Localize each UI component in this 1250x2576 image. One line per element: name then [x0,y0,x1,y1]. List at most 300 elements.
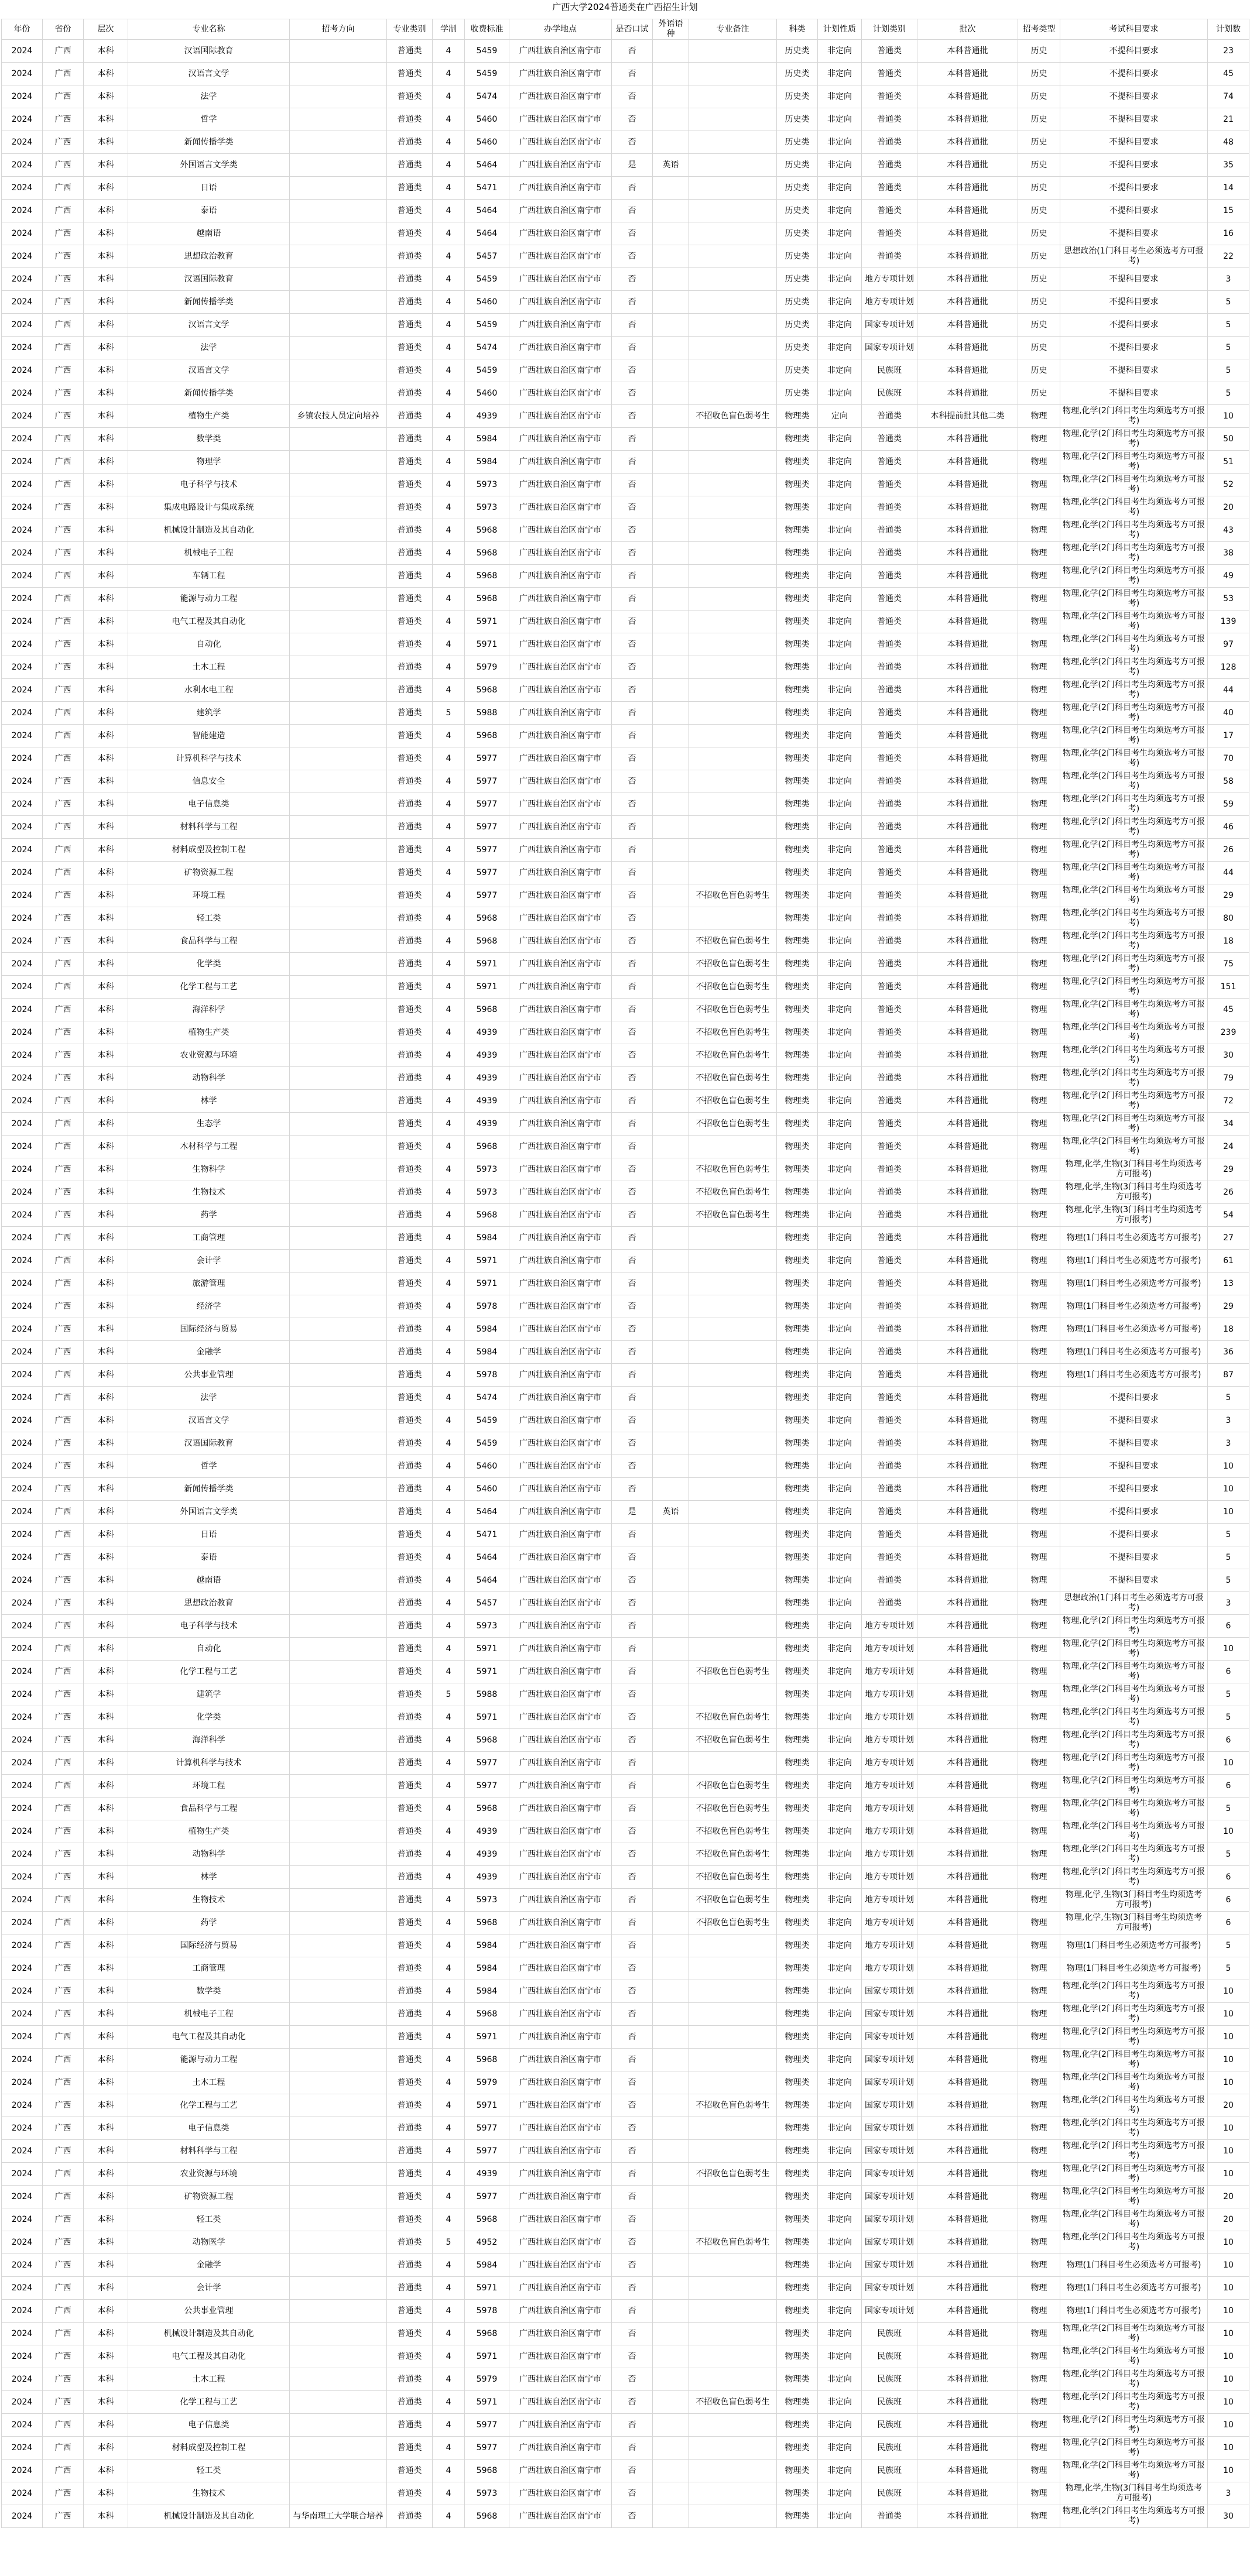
table-cell: 广西壮族自治区南宁市 [509,2300,612,2323]
table-cell: 普通类 [862,1044,917,1067]
table-cell: 广西壮族自治区南宁市 [509,2026,612,2049]
column-header: 计划类别 [862,19,917,40]
table-cell: 本科 [84,1592,128,1615]
table-cell: 普通类 [387,839,433,862]
table-cell: 普通类 [387,1136,433,1158]
table-cell [689,839,777,862]
table-row [2,2254,1249,2277]
table-cell: 广西 [43,1546,84,1569]
table-cell: 4 [433,610,465,633]
table-cell: 本科 [84,747,128,770]
table-row [2,588,1249,610]
table-cell: 广西壮族自治区南宁市 [509,1455,612,1478]
table-cell: 本科普通批 [917,2254,1018,2277]
table-cell: 非定向 [818,953,862,976]
table-cell: 本科 [84,1775,128,1798]
table-cell: 2024 [2,1318,43,1341]
table-cell: 5 [1208,337,1249,359]
table-cell: 普通类 [862,1067,917,1090]
table-cell [290,793,387,816]
table-cell: 普通类 [387,588,433,610]
table-cell [653,131,689,154]
table-cell: 否 [612,1067,653,1090]
table-cell: 本科普通批 [917,1683,1018,1706]
table-cell: 广西壮族自治区南宁市 [509,2505,612,2528]
table-cell: 5977 [465,2117,509,2140]
table-cell: 物理类 [777,1569,818,1592]
table-cell: 普通类 [862,542,917,565]
table-cell: 物理,化学(2门科目考生均须选考方可报考) [1060,2186,1208,2208]
table-cell: 4 [433,999,465,1021]
table-cell: 物理,化学(2门科目考生均须选考方可报考) [1060,1661,1208,1683]
table-cell [689,314,777,337]
table-cell: 4 [433,1592,465,1615]
table-cell: 物理 [1018,1478,1060,1501]
table-cell: 4 [433,839,465,862]
table-cell: 5 [1208,1524,1249,1546]
table-cell: 本科 [84,2186,128,2208]
table-cell: 广西壮族自治区南宁市 [509,2460,612,2482]
table-cell: 5968 [465,1912,509,1934]
table-cell: 44 [1208,862,1249,884]
table-cell: 物理(1门科目考生必须选考方可报考) [1060,1227,1208,1250]
table-cell: 5459 [465,63,509,85]
table-cell: 本科普通批 [917,1729,1018,1752]
table-cell: 物理(1门科目考生必须选考方可报考) [1060,1295,1208,1318]
table-cell [290,268,387,291]
table-cell: 2024 [2,2254,43,2277]
table-cell: 不招收色盲色弱考生 [689,1067,777,1090]
table-cell: 本科 [84,496,128,519]
table-cell: 广西壮族自治区南宁市 [509,291,612,314]
table-cell: 地方专项计划 [862,1798,917,1820]
table-cell: 2024 [2,907,43,930]
table-cell: 本科 [84,337,128,359]
table-cell: 4 [433,268,465,291]
table-cell [290,108,387,131]
table-cell: 广西 [43,154,84,177]
table-cell: 广西壮族自治区南宁市 [509,633,612,656]
table-cell: 3 [1208,1432,1249,1455]
table-cell: 普通类 [387,519,433,542]
table-cell: 广西壮族自治区南宁市 [509,1980,612,2003]
table-cell: 否 [612,793,653,816]
table-cell: 本科普通批 [917,1661,1018,1683]
table-cell: 否 [612,1934,653,1957]
table-cell: 本科 [84,63,128,85]
table-cell: 轻工类 [128,2460,290,2482]
table-cell: 汉语言文学 [128,63,290,85]
table-cell [653,1683,689,1706]
table-row [2,953,1249,976]
table-cell: 法学 [128,1387,290,1409]
table-cell: 物理 [1018,1661,1060,1683]
table-cell: 普通类 [387,1432,433,1455]
table-cell: 广西壮族自治区南宁市 [509,1912,612,1934]
table-cell: 物理,化学,生物(3门科目考生均须选考方可报考) [1060,2482,1208,2505]
table-cell: 建筑学 [128,1683,290,1706]
table-cell: 物理 [1018,2003,1060,2026]
table-cell [290,2414,387,2437]
table-cell: 2024 [2,1409,43,1432]
table-cell: 本科 [84,1227,128,1250]
table-cell: 否 [612,1683,653,1706]
table-cell: 2024 [2,2345,43,2368]
table-cell: 本科普通批 [917,2300,1018,2323]
table-cell: 非定向 [818,222,862,245]
table-cell: 普通类 [387,1843,433,1866]
table-cell: 2024 [2,770,43,793]
table-cell [653,1227,689,1250]
table-cell: 物理类 [777,1889,818,1912]
table-cell: 否 [612,2277,653,2300]
table-row [2,1706,1249,1729]
table-cell: 本科 [84,1980,128,2003]
table-cell: 广西 [43,1090,84,1113]
table-cell [653,496,689,519]
table-cell: 物理,化学(2门科目考生均须选考方可报考) [1060,793,1208,816]
table-cell: 23 [1208,40,1249,63]
table-cell [653,679,689,702]
table-cell [689,1432,777,1455]
table-cell: 否 [612,1364,653,1387]
table-cell: 本科 [84,2026,128,2049]
table-cell: 广西壮族自治区南宁市 [509,108,612,131]
table-cell [689,40,777,63]
table-cell [290,1798,387,1820]
table-cell: 本科普通批 [917,496,1018,519]
table-cell: 本科 [84,725,128,747]
table-cell [689,1341,777,1364]
table-cell: 4 [433,1158,465,1181]
table-cell: 4939 [465,1820,509,1843]
table-cell: 不招收色盲色弱考生 [689,1706,777,1729]
table-cell: 本科普通批 [917,907,1018,930]
table-cell: 公共事业管理 [128,2300,290,2323]
table-cell: 普通类 [862,588,917,610]
table-cell: 广西 [43,222,84,245]
table-cell: 广西 [43,702,84,725]
table-cell: 物理类 [777,2437,818,2460]
table-cell: 广西 [43,314,84,337]
table-cell: 2024 [2,1341,43,1364]
table-row [2,1341,1249,1364]
table-cell: 4 [433,1409,465,1432]
table-cell: 非定向 [818,474,862,496]
table-cell: 广西 [43,816,84,839]
table-cell: 国家专项计划 [862,2300,917,2323]
table-cell: 非定向 [818,2163,862,2186]
table-cell [290,2231,387,2254]
table-cell: 物理类 [777,1432,818,1455]
table-cell: 广西壮族自治区南宁市 [509,2368,612,2391]
table-cell [290,2300,387,2323]
table-cell [689,2026,777,2049]
table-cell: 10 [1208,2437,1249,2460]
table-cell: 历史类 [777,40,818,63]
table-cell: 普通类 [862,131,917,154]
table-cell: 物理,化学(2门科目考生均须选考方可报考) [1060,747,1208,770]
table-cell: 本科普通批 [917,291,1018,314]
table-cell: 26 [1208,839,1249,862]
table-cell: 4 [433,2277,465,2300]
table-cell [689,1934,777,1957]
table-cell: 4 [433,519,465,542]
table-cell: 本科 [84,2323,128,2345]
table-cell: 普通类 [862,884,917,907]
table-cell: 本科普通批 [917,1912,1018,1934]
table-cell: 5971 [465,1706,509,1729]
table-cell: 本科普通批 [917,1455,1018,1478]
table-cell [653,1318,689,1341]
table-cell: 普通类 [387,177,433,200]
table-cell: 物理,化学(2门科目考生均须选考方可报考) [1060,702,1208,725]
table-cell: 物理类 [777,2049,818,2071]
table-cell: 广西壮族自治区南宁市 [509,1113,612,1136]
table-cell: 36 [1208,1341,1249,1364]
table-cell [689,63,777,85]
table-cell: 58 [1208,770,1249,793]
table-cell: 5968 [465,725,509,747]
table-cell: 35 [1208,154,1249,177]
table-cell: 越南语 [128,1569,290,1592]
table-cell: 物理 [1018,1455,1060,1478]
table-cell: 广西 [43,1181,84,1204]
table-cell: 否 [612,1661,653,1683]
table-cell: 5988 [465,702,509,725]
table-cell: 历史类 [777,337,818,359]
table-cell: 本科 [84,2163,128,2186]
table-cell: 本科 [84,2414,128,2437]
table-cell: 物理 [1018,2345,1060,2368]
table-cell: 历史 [1018,154,1060,177]
table-cell: 4 [433,474,465,496]
table-cell: 物理,化学(2门科目考生均须选考方可报考) [1060,565,1208,588]
table-cell: 广西 [43,1204,84,1227]
table-cell [689,2003,777,2026]
table-cell: 本科普通批 [917,1227,1018,1250]
table-cell: 4 [433,747,465,770]
table-row [2,1661,1249,1683]
table-cell: 非定向 [818,1661,862,1683]
table-cell: 普通类 [387,999,433,1021]
table-cell: 历史类 [777,359,818,382]
table-cell: 物理,化学(2门科目考生均须选考方可报考) [1060,2391,1208,2414]
table-cell: 本科 [84,245,128,268]
table-cell: 生物技术 [128,1181,290,1204]
table-cell [689,154,777,177]
table-cell: 6 [1208,1661,1249,1683]
table-cell: 4 [433,1775,465,1798]
table-cell: 汉语国际教育 [128,1432,290,1455]
table-cell [689,1569,777,1592]
table-cell: 2024 [2,588,43,610]
table-cell: 本科 [84,1934,128,1957]
table-cell: 普通类 [387,2345,433,2368]
table-cell: 广西 [43,542,84,565]
table-cell: 4 [433,1432,465,1455]
table-cell: 矿物资源工程 [128,2186,290,2208]
table-cell: 普通类 [387,154,433,177]
table-cell: 否 [612,1272,653,1295]
table-cell: 物理 [1018,1158,1060,1181]
table-cell: 2024 [2,2391,43,2414]
table-cell: 普通类 [387,1318,433,1341]
table-cell [689,679,777,702]
table-cell: 否 [612,291,653,314]
table-cell: 3 [1208,1409,1249,1432]
table-cell: 广西 [43,40,84,63]
table-cell: 工商管理 [128,1957,290,1980]
table-cell: 45 [1208,63,1249,85]
table-cell: 4 [433,1843,465,1866]
table-cell: 物理 [1018,1843,1060,1866]
table-cell: 4 [433,314,465,337]
table-cell: 本科普通批 [917,63,1018,85]
table-cell: 本科普通批 [917,451,1018,474]
table-cell: 广西 [43,2300,84,2323]
table-cell: 历史 [1018,63,1060,85]
table-cell: 本科 [84,2254,128,2277]
table-cell: 本科 [84,1957,128,1980]
table-cell: 否 [612,2186,653,2208]
table-cell: 10 [1208,2460,1249,2482]
table-cell: 本科 [84,1478,128,1501]
table-cell: 本科普通批 [917,725,1018,747]
table-cell: 物理,化学(2门科目考生均须选考方可报考) [1060,2231,1208,2254]
table-cell: 物理类 [777,930,818,953]
table-cell: 2024 [2,2071,43,2094]
table-cell: 广西 [43,2414,84,2437]
table-cell [653,314,689,337]
table-cell [290,1021,387,1044]
table-cell [653,1546,689,1569]
table-cell: 日语 [128,1524,290,1546]
table-cell: 4 [433,245,465,268]
table-cell: 广西 [43,1638,84,1661]
table-cell [290,2003,387,2026]
table-cell: 物理类 [777,1295,818,1318]
table-cell: 否 [612,2049,653,2071]
table-cell: 4 [433,862,465,884]
table-cell: 4 [433,930,465,953]
table-cell: 广西壮族自治区南宁市 [509,1341,612,1364]
table-cell: 广西壮族自治区南宁市 [509,656,612,679]
table-cell: 否 [612,1455,653,1478]
table-cell [290,1409,387,1432]
table-cell: 广西 [43,1798,84,1820]
table-cell: 49 [1208,565,1249,588]
table-cell: 农业资源与环境 [128,2163,290,2186]
table-cell: 5978 [465,1364,509,1387]
table-cell: 否 [612,588,653,610]
table-cell: 生物技术 [128,1889,290,1912]
table-cell: 非定向 [818,1432,862,1455]
table-cell: 物理 [1018,2482,1060,2505]
table-cell: 物理 [1018,656,1060,679]
table-cell: 不招收色盲色弱考生 [689,1181,777,1204]
table-cell: 广西 [43,1569,84,1592]
table-cell: 物理 [1018,999,1060,1021]
table-cell: 5471 [465,1524,509,1546]
table-cell: 5977 [465,2140,509,2163]
table-cell: 否 [612,108,653,131]
table-cell: 4 [433,359,465,382]
table-cell: 物理,化学(2门科目考生均须选考方可报考) [1060,610,1208,633]
table-cell: 普通类 [387,565,433,588]
table-cell: 广西 [43,633,84,656]
table-cell: 本科 [84,907,128,930]
table-cell: 5464 [465,200,509,222]
table-cell: 物理类 [777,1044,818,1067]
table-cell: 广西 [43,2391,84,2414]
table-cell: 数学类 [128,1980,290,2003]
table-cell [689,1364,777,1387]
column-header: 计划数 [1208,19,1249,40]
table-cell: 4 [433,2482,465,2505]
table-cell: 5971 [465,953,509,976]
table-cell [290,1067,387,1090]
table-cell: 物理,化学(2门科目考生均须选考方可报考) [1060,2323,1208,2345]
table-row [2,1798,1249,1820]
table-cell: 5984 [465,428,509,451]
table-cell [653,1113,689,1136]
table-cell: 否 [612,976,653,999]
table-cell: 非定向 [818,2368,862,2391]
table-cell [653,2094,689,2117]
table-cell: 2024 [2,1272,43,1295]
table-cell: 4 [433,679,465,702]
table-cell: 2024 [2,1090,43,1113]
table-cell: 2024 [2,1866,43,1889]
table-cell: 地方专项计划 [862,1615,917,1638]
table-cell: 2024 [2,1136,43,1158]
table-cell [290,314,387,337]
table-cell: 5971 [465,1638,509,1661]
table-cell: 4 [433,2186,465,2208]
table-row [2,884,1249,907]
table-cell: 普通类 [387,1934,433,1957]
table-cell [290,428,387,451]
table-cell: 本科 [84,588,128,610]
table-cell: 4 [433,976,465,999]
table-cell: 普通类 [387,40,433,63]
table-cell: 4 [433,2026,465,2049]
table-cell: 普通类 [387,793,433,816]
table-cell [653,268,689,291]
table-cell: 普通类 [387,1866,433,1889]
table-cell: 物理,化学(2门科目考生均须选考方可报考) [1060,2140,1208,2163]
table-cell: 否 [612,496,653,519]
table-cell: 物理类 [777,2186,818,2208]
table-cell: 普通类 [862,1295,917,1318]
table-cell: 否 [612,1638,653,1661]
table-cell: 本科 [84,633,128,656]
table-cell [653,519,689,542]
table-cell: 普通类 [387,1546,433,1569]
table-cell [653,2140,689,2163]
table-cell: 普通类 [387,1912,433,1934]
table-cell: 广西壮族自治区南宁市 [509,1775,612,1798]
table-row [2,474,1249,496]
table-cell: 普通类 [387,1478,433,1501]
table-cell: 普通类 [862,1181,917,1204]
table-cell: 思想政治(1门科目考生必须选考方可报考) [1060,245,1208,268]
table-cell: 广西壮族自治区南宁市 [509,2482,612,2505]
table-cell: 物理 [1018,1912,1060,1934]
table-cell: 动物医学 [128,2231,290,2254]
table-cell: 地方专项计划 [862,1843,917,1866]
